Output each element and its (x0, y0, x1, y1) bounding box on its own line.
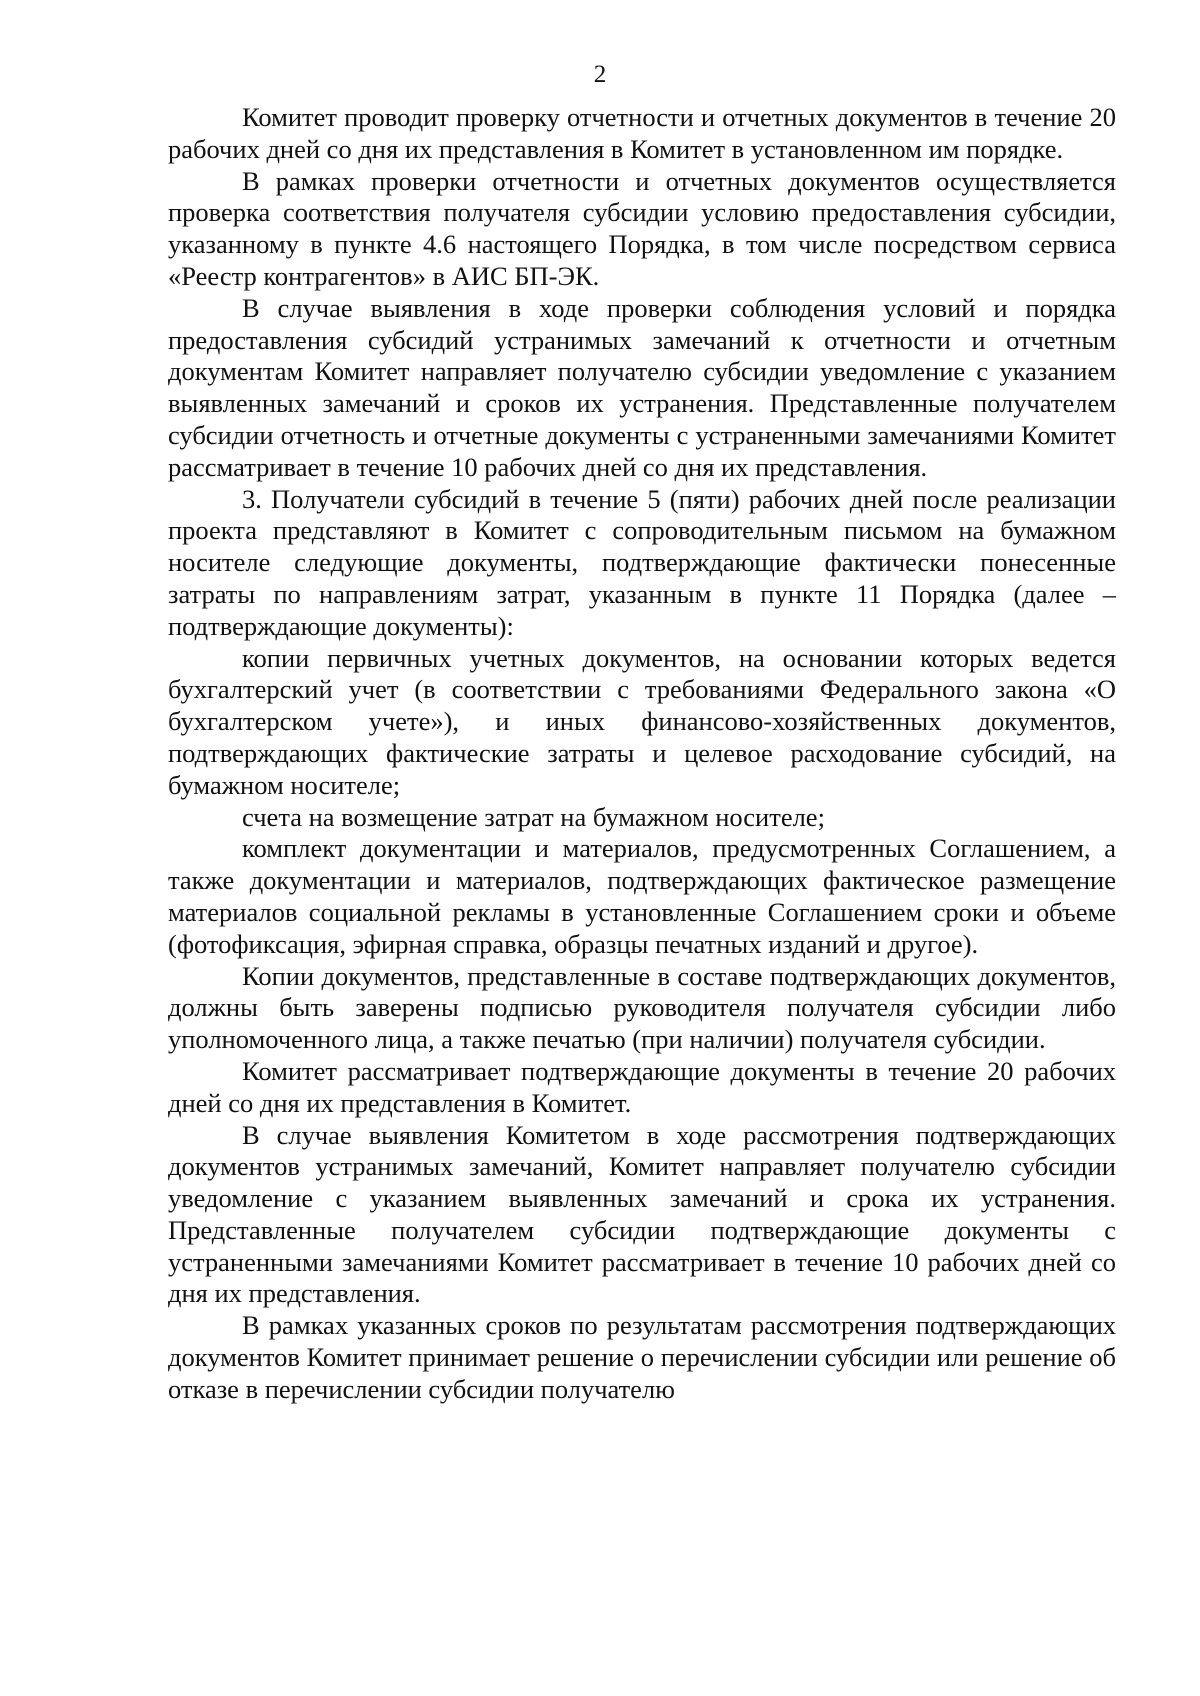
paragraph-certified-copies: Копии документов, представленные в составе подтверждающих документов, должны быть заверены подписью руководителя получателя субсидии либо уполномоченного лица, а также печатью (при наличии) получателя субсидии. (168, 960, 1116, 1055)
paragraph-check-scope: В рамках проверки отчетности и отчетных документов осуществляется проверка соответствия получателя субсидии условию предоставления субсидии, указанному в пункте 4.6 настоящего Порядка, в том числе посредством сервиса «Реестр контрагентов» в АИС БП-ЭК. (168, 165, 1116, 291)
page-number: 2 (593, 61, 607, 88)
document-body (168, 102, 1116, 1406)
paragraph-item-3: 3. Получатели субсидий в течение 5 (пяти) рабочих дней после реализации проекта представляют в Комитет с сопроводительным письмом на бумажном носителе следующие документы, подтверждающие фактически понесенные затраты по направлениям затрат, указанным в пункте 11 Порядка (далее – подтверждающие документы): (168, 483, 1116, 641)
list-item-materials: комплект документации и материалов, предусмотренных Соглашением, а также документации и материалов, подтверждающих фактическое размещение материалов социальной рекламы в установленные Соглашением сроки и объеме (фотофиксация, эфирная справка, образцы печатных изданий и другое). (168, 833, 1116, 959)
paragraph-review-remarks: В случае выявления Комитетом в ходе рассмотрения подтверждающих документов устранимых замечаний, Комитет направляет получателю субсидии уведомление с указанием выявленных замечаний и срока их устранения. Представленные получателем субсидии подтверждающие документы с устраненными замечаниями Комитет рассматривает в течение 10 рабочих дней со дня их представления. (168, 1119, 1116, 1309)
paragraph-decision: В рамках указанных сроков по результатам рассмотрения подтверждающих документов Комитет принимает решение о перечислении субсидии или решение об отказе в перечислении субсидии получателю (168, 1310, 1116, 1404)
paragraph-committee-check: Комитет проводит проверку отчетности и отчетных документов в течение 20 рабочих дней со дня их представления в Комитет в установленном им порядке. (168, 102, 1116, 164)
list-item-invoices: счета на возмещение затрат на бумажном носителе; (242, 801, 825, 832)
paragraph-remarks-notice: В случае выявления в ходе проверки соблюдения условий и порядка предоставления субсидий устранимых замечаний к отчетности и отчетным документам Комитет направляет получателю субсидии уведомление с указанием выявленных замечаний и сроков их устранения. Представленные получателем субсидии отчетность и отчетные документы с устраненными замечаниями Комитет рассматривает в течение 10 рабочих дней со дня их представления. (168, 292, 1116, 482)
list-item-primary-documents: копии первичных учетных документов, на основании которых ведется бухгалтерский учет (в соответствии с требованиями Федерального закона «О бухгалтерском учете»), и иных финансово-хозяйственных документов, подтверждающих фактические затраты и целевое расходование субсидий, на бумажном носителе; (168, 642, 1116, 800)
paragraph-review-period: Комитет рассматривает подтверждающие документы в течение 20 рабочих дней со дня их представления в Комитет. (168, 1055, 1116, 1118)
